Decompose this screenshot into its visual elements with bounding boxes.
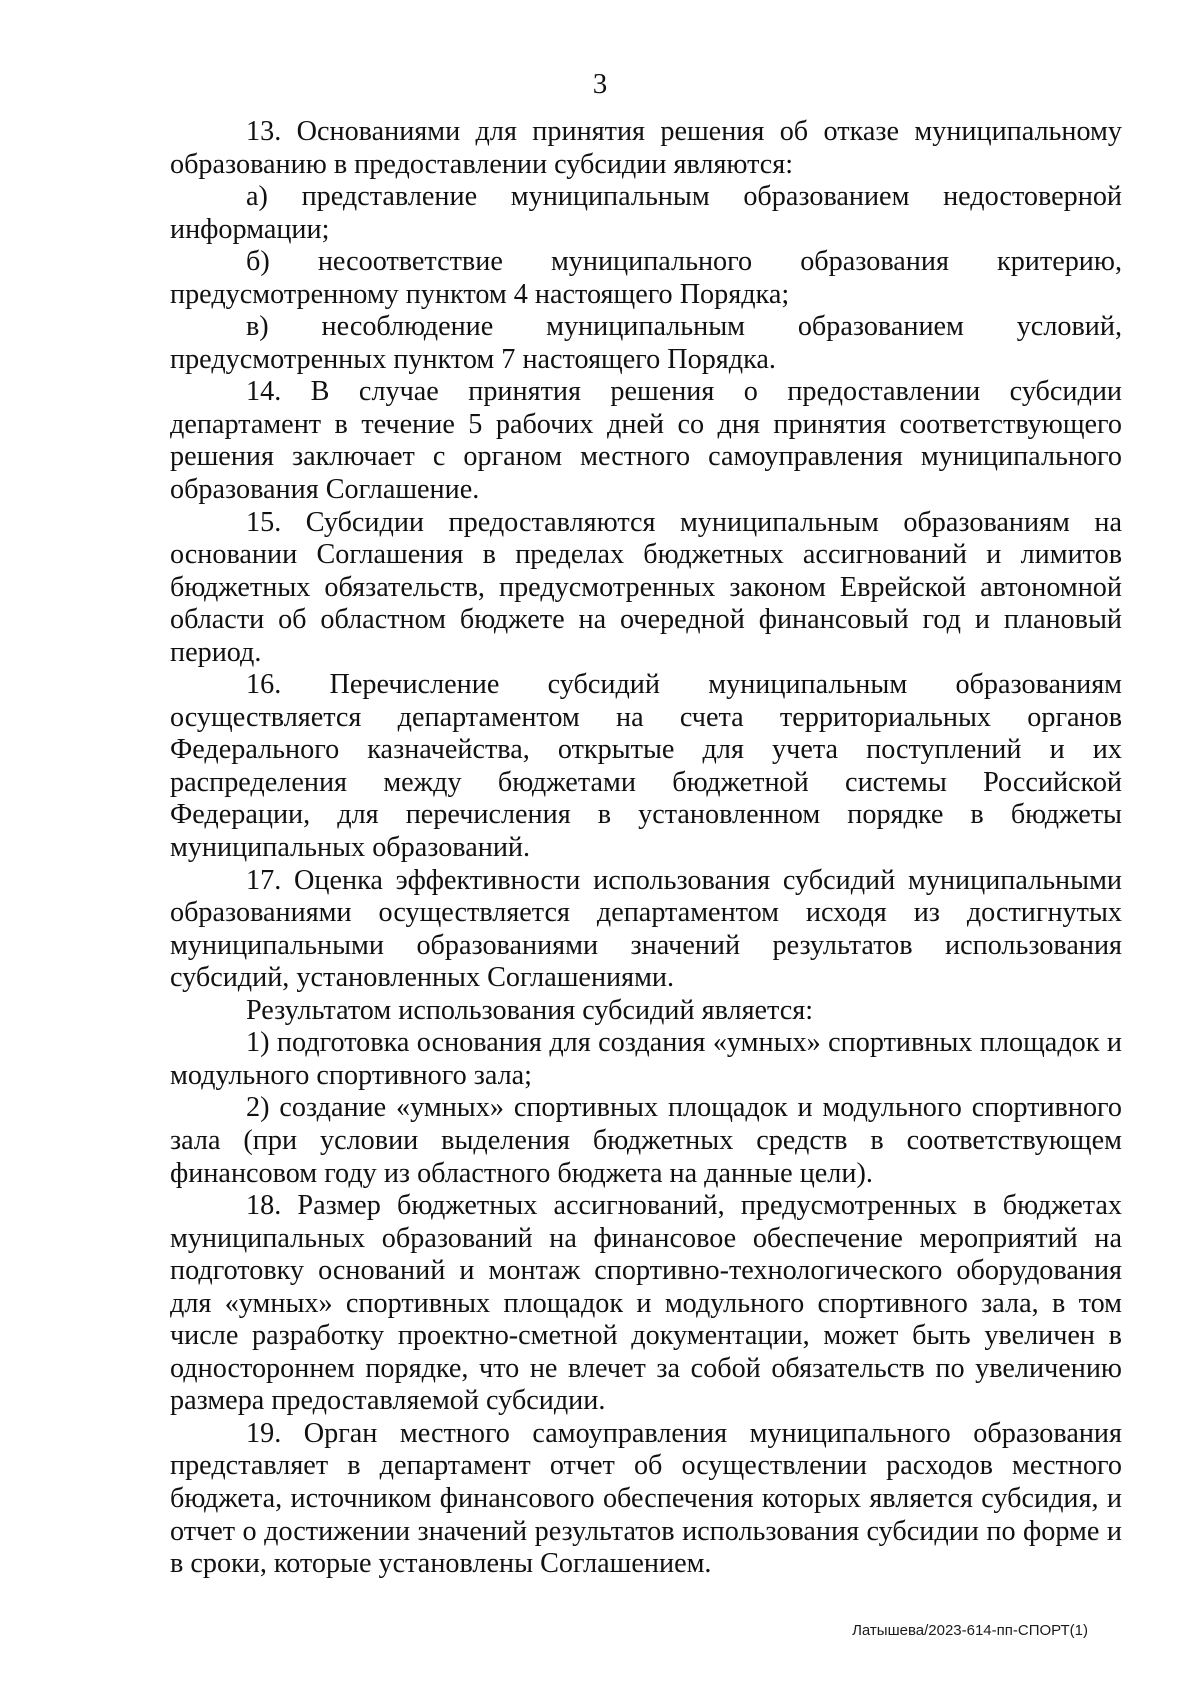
- paragraph-17: 17. Оценка эффективности использования субсидий муниципальными образованиями осуществляется департаментом исходя из достигнутых муниципальными образованиями значений результатов использования субсидий, установленных Соглашениями.: [170, 864, 1122, 994]
- paragraph-13: 13. Основаниями для принятия решения об отказе муниципальному образованию в предоставлении субсидии являются:: [170, 116, 1122, 180]
- paragraph-19: 19. Орган местного самоуправления муниципального образования представляет в департамент отчет об осуществлении расходов местного бюджета, источником финансового обеспечения которых является субсидия, и отчет о достижении значений результатов использования субсидии по форме и в сроки, которые установлены Соглашением.: [170, 1417, 1122, 1580]
- paragraph-13-b: б) несоответствие муниципального образования критерию, предусмотренному пунктом 4 настоящего Порядка;: [170, 246, 1122, 310]
- paragraph-15: 15. Субсидии предоставляются муниципальным образованиям на основании Соглашения в пределах бюджетных ассигнований и лимитов бюджетных обязательств, предусмотренных законом Еврейской автономной области об областном бюджете на очередной финансовый год и плановый период.: [170, 506, 1122, 668]
- paragraph-17-item-1: 1) подготовка основания для создания «умных» спортивных площадок и модульного спортивного зала;: [170, 1027, 1122, 1091]
- paragraph-13-a: а) представление муниципальным образованием недостоверной информации;: [170, 181, 1122, 245]
- document-body: [170, 116, 1122, 1581]
- paragraph-13-v: в) несоблюдение муниципальным образованием условий, предусмотренных пунктом 7 настоящего Порядка.: [170, 311, 1122, 375]
- paragraph-16: 16. Перечисление субсидий муниципальным образованиям осуществляется департаментом на счета территориальных органов Федерального казначейства, открытые для учета поступлений и их распределения между бюджетами бюджетной системы Российской Федерации, для перечисления в установленном порядке в бюджеты муниципальных образований.: [170, 669, 1122, 864]
- paragraph-18: 18. Размер бюджетных ассигнований, предусмотренных в бюджетах муниципальных образований на финансовое обеспечение мероприятий на подготовку оснований и монтаж спортивно-технологического оборудования для «умных» спортивных площадок и модульного спортивного зала, в том числе разработку проектно-сметной документации, может быть увеличен в одностороннем порядке, что не влечет за собой обязательств по увеличению размера предоставляемой субсидии.: [170, 1190, 1122, 1417]
- document-reference-code: Латышева/2023-614-пп-СПОРТ(1): [852, 1622, 1088, 1639]
- paragraph-17-result: Результатом использования субсидий является:: [246, 994, 814, 1026]
- page-number: 3: [592, 68, 608, 100]
- paragraph-14: 14. В случае принятия решения о предоставлении субсидии департамент в течение 5 рабочих дней со дня принятия соответствующего решения заключает с органом местного самоуправления муниципального образования Соглашение.: [170, 376, 1122, 506]
- paragraph-17-item-2: 2) создание «умных» спортивных площадок и модульного спортивного зала (при условии выделения бюджетных средств в соответствующем финансовом году из областного бюджета на данные цели).: [170, 1092, 1122, 1189]
